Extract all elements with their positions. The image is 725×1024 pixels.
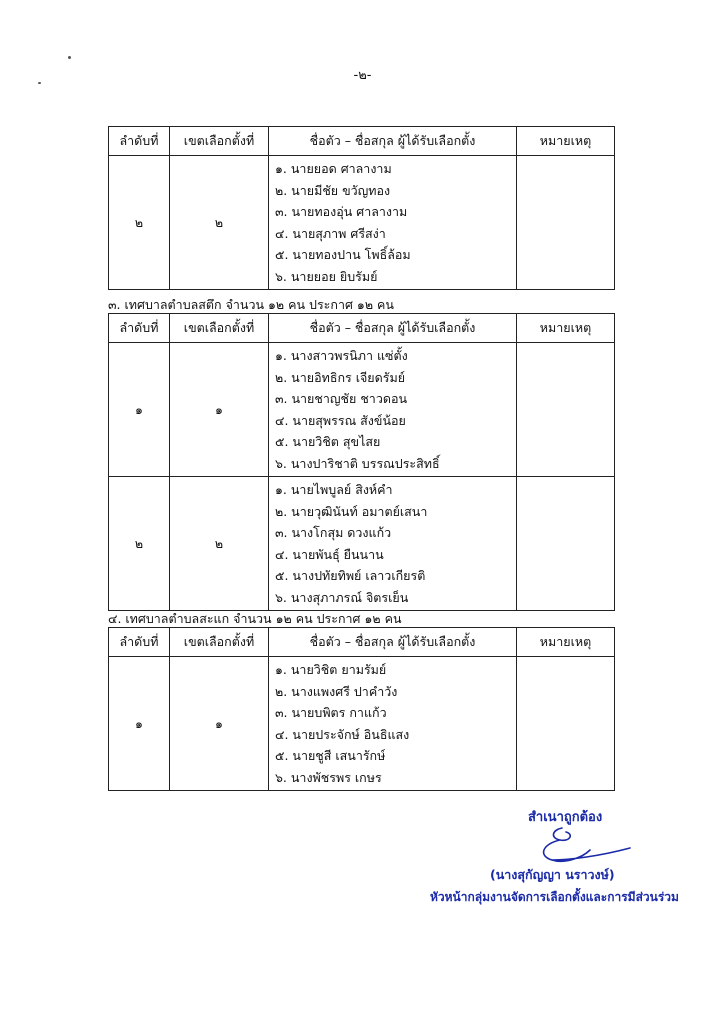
header-note: หมายเหตุ — [517, 127, 615, 156]
scan-speck — [68, 56, 71, 59]
section-title: ๓. เทศบาลตำบลสตึก จำนวน ๑๒ คน ประกาศ ๑๒ คน — [108, 297, 394, 312]
member-name: ๔. นายสุพรรณ สังข์น้อย — [275, 412, 406, 428]
member-name: ๓. นายบพิตร กาแก้ว — [275, 705, 387, 720]
member-name: ๖. นายยอย ยิบรัมย์ — [275, 268, 378, 284]
member-name: ๖. นางสุภาภรณ์ จิตรเย็น — [275, 589, 409, 605]
member-name: ๔. นายประจักษ์ อินธิแสง — [275, 726, 410, 742]
results-table-satuek — [108, 313, 615, 611]
header-name: ชื่อตัว – ชื่อสกุล ผู้ได้รับเลือกตั้ง — [269, 628, 517, 657]
header-rank: ลำดับที่ — [109, 127, 170, 156]
rank-cell: ๑ — [109, 343, 170, 477]
member-name: ๑. นายวิชิต ยามรัมย์ — [275, 662, 387, 677]
header-name: ชื่อตัว – ชื่อสกุล ผู้ได้รับเลือกตั้ง — [269, 127, 517, 156]
handwritten-signature — [530, 824, 640, 866]
note-cell — [517, 156, 615, 290]
names-cell — [269, 343, 517, 477]
member-name: ๒. นายอิทธิกร เจียดรัมย์ — [275, 369, 406, 385]
member-name: ๔. นายสุภาพ ศรีสง่า — [275, 225, 386, 241]
rank-cell: ๒ — [109, 477, 170, 611]
member-name: ๑. นายยอด ศาลางาม — [275, 161, 392, 176]
member-name: ๖. นางปาริชาติ บรรณประสิทธิ์ — [275, 455, 440, 471]
header-note: หมายเหตุ — [517, 628, 615, 657]
names-cell — [269, 657, 517, 791]
note-cell — [517, 657, 615, 791]
header-rank: ลำดับที่ — [109, 628, 170, 657]
note-cell — [517, 343, 615, 477]
results-table-continued — [108, 126, 615, 290]
names-cell — [269, 477, 517, 611]
member-name: ๓. นายชาญชัย ชาวดอน — [275, 391, 408, 406]
signature-block — [420, 800, 700, 920]
table-row — [109, 156, 615, 290]
member-name: ๕. นางปทัยทิพย์ เลาวเกียรติ — [275, 568, 426, 583]
table-row — [109, 343, 615, 477]
table-row — [109, 477, 615, 611]
header-zone: เขตเลือกตั้งที่ — [170, 314, 269, 343]
header-rank: ลำดับที่ — [109, 314, 170, 343]
header-zone: เขตเลือกตั้งที่ — [170, 628, 269, 657]
member-name: ๕. นายวิชิต สุขไสย — [275, 434, 381, 449]
section-title: ๔. เทศบาลตำบลสะแก จำนวน ๑๒ คน ประกาศ ๑๒ คน — [108, 611, 402, 626]
member-name: ๓. นายทองอุ่น ศาลางาม — [275, 204, 408, 219]
member-name: ๑. นายไพบูลย์ สิงห์คำ — [275, 482, 393, 497]
zone-cell: ๒ — [170, 477, 269, 611]
member-name: ๔. นายพันธุ์ ยืนนาน — [275, 546, 384, 562]
member-name: ๕. นายชูสี เสนารักษ์ — [275, 748, 386, 763]
results-table-sakae — [108, 627, 615, 791]
zone-cell: ๑ — [170, 657, 269, 791]
member-name: ๒. นางแพงศรี ปาคำวัง — [275, 683, 398, 699]
member-name: ๕. นายทองปาน โพธิ์ล้อม — [275, 247, 411, 262]
signer-name: (นางสุกัญญา นราวงษ์) — [490, 867, 615, 882]
member-name: ๓. นางโกสุม ดวงแก้ว — [275, 525, 392, 540]
header-note: หมายเหตุ — [517, 314, 615, 343]
zone-cell: ๑ — [170, 343, 269, 477]
zone-cell: ๒ — [170, 156, 269, 290]
rank-cell: ๒ — [109, 156, 170, 290]
header-zone: เขตเลือกตั้งที่ — [170, 127, 269, 156]
header-name: ชื่อตัว – ชื่อสกุล ผู้ได้รับเลือกตั้ง — [269, 314, 517, 343]
member-name: ๖. นางพัชรพร เกษร — [275, 769, 382, 785]
member-name: ๒. นายมีชัย ขวัญทอง — [275, 182, 391, 198]
signer-title: หัวหน้ากลุ่มงานจัดการเลือกตั้งและการมีส่วนร่วม — [430, 890, 679, 904]
names-cell — [269, 156, 517, 290]
page-number: -๒- — [353, 68, 372, 83]
rank-cell: ๑ — [109, 657, 170, 791]
table-row — [109, 657, 615, 791]
note-cell — [517, 477, 615, 611]
certified-copy-label: สำเนาถูกต้อง — [528, 810, 603, 825]
member-name: ๒. นายวุฒินันท์ อมาตย์เสนา — [275, 503, 428, 519]
member-name: ๑. นางสาวพรนิภา แซ่ตั้ง — [275, 348, 408, 363]
